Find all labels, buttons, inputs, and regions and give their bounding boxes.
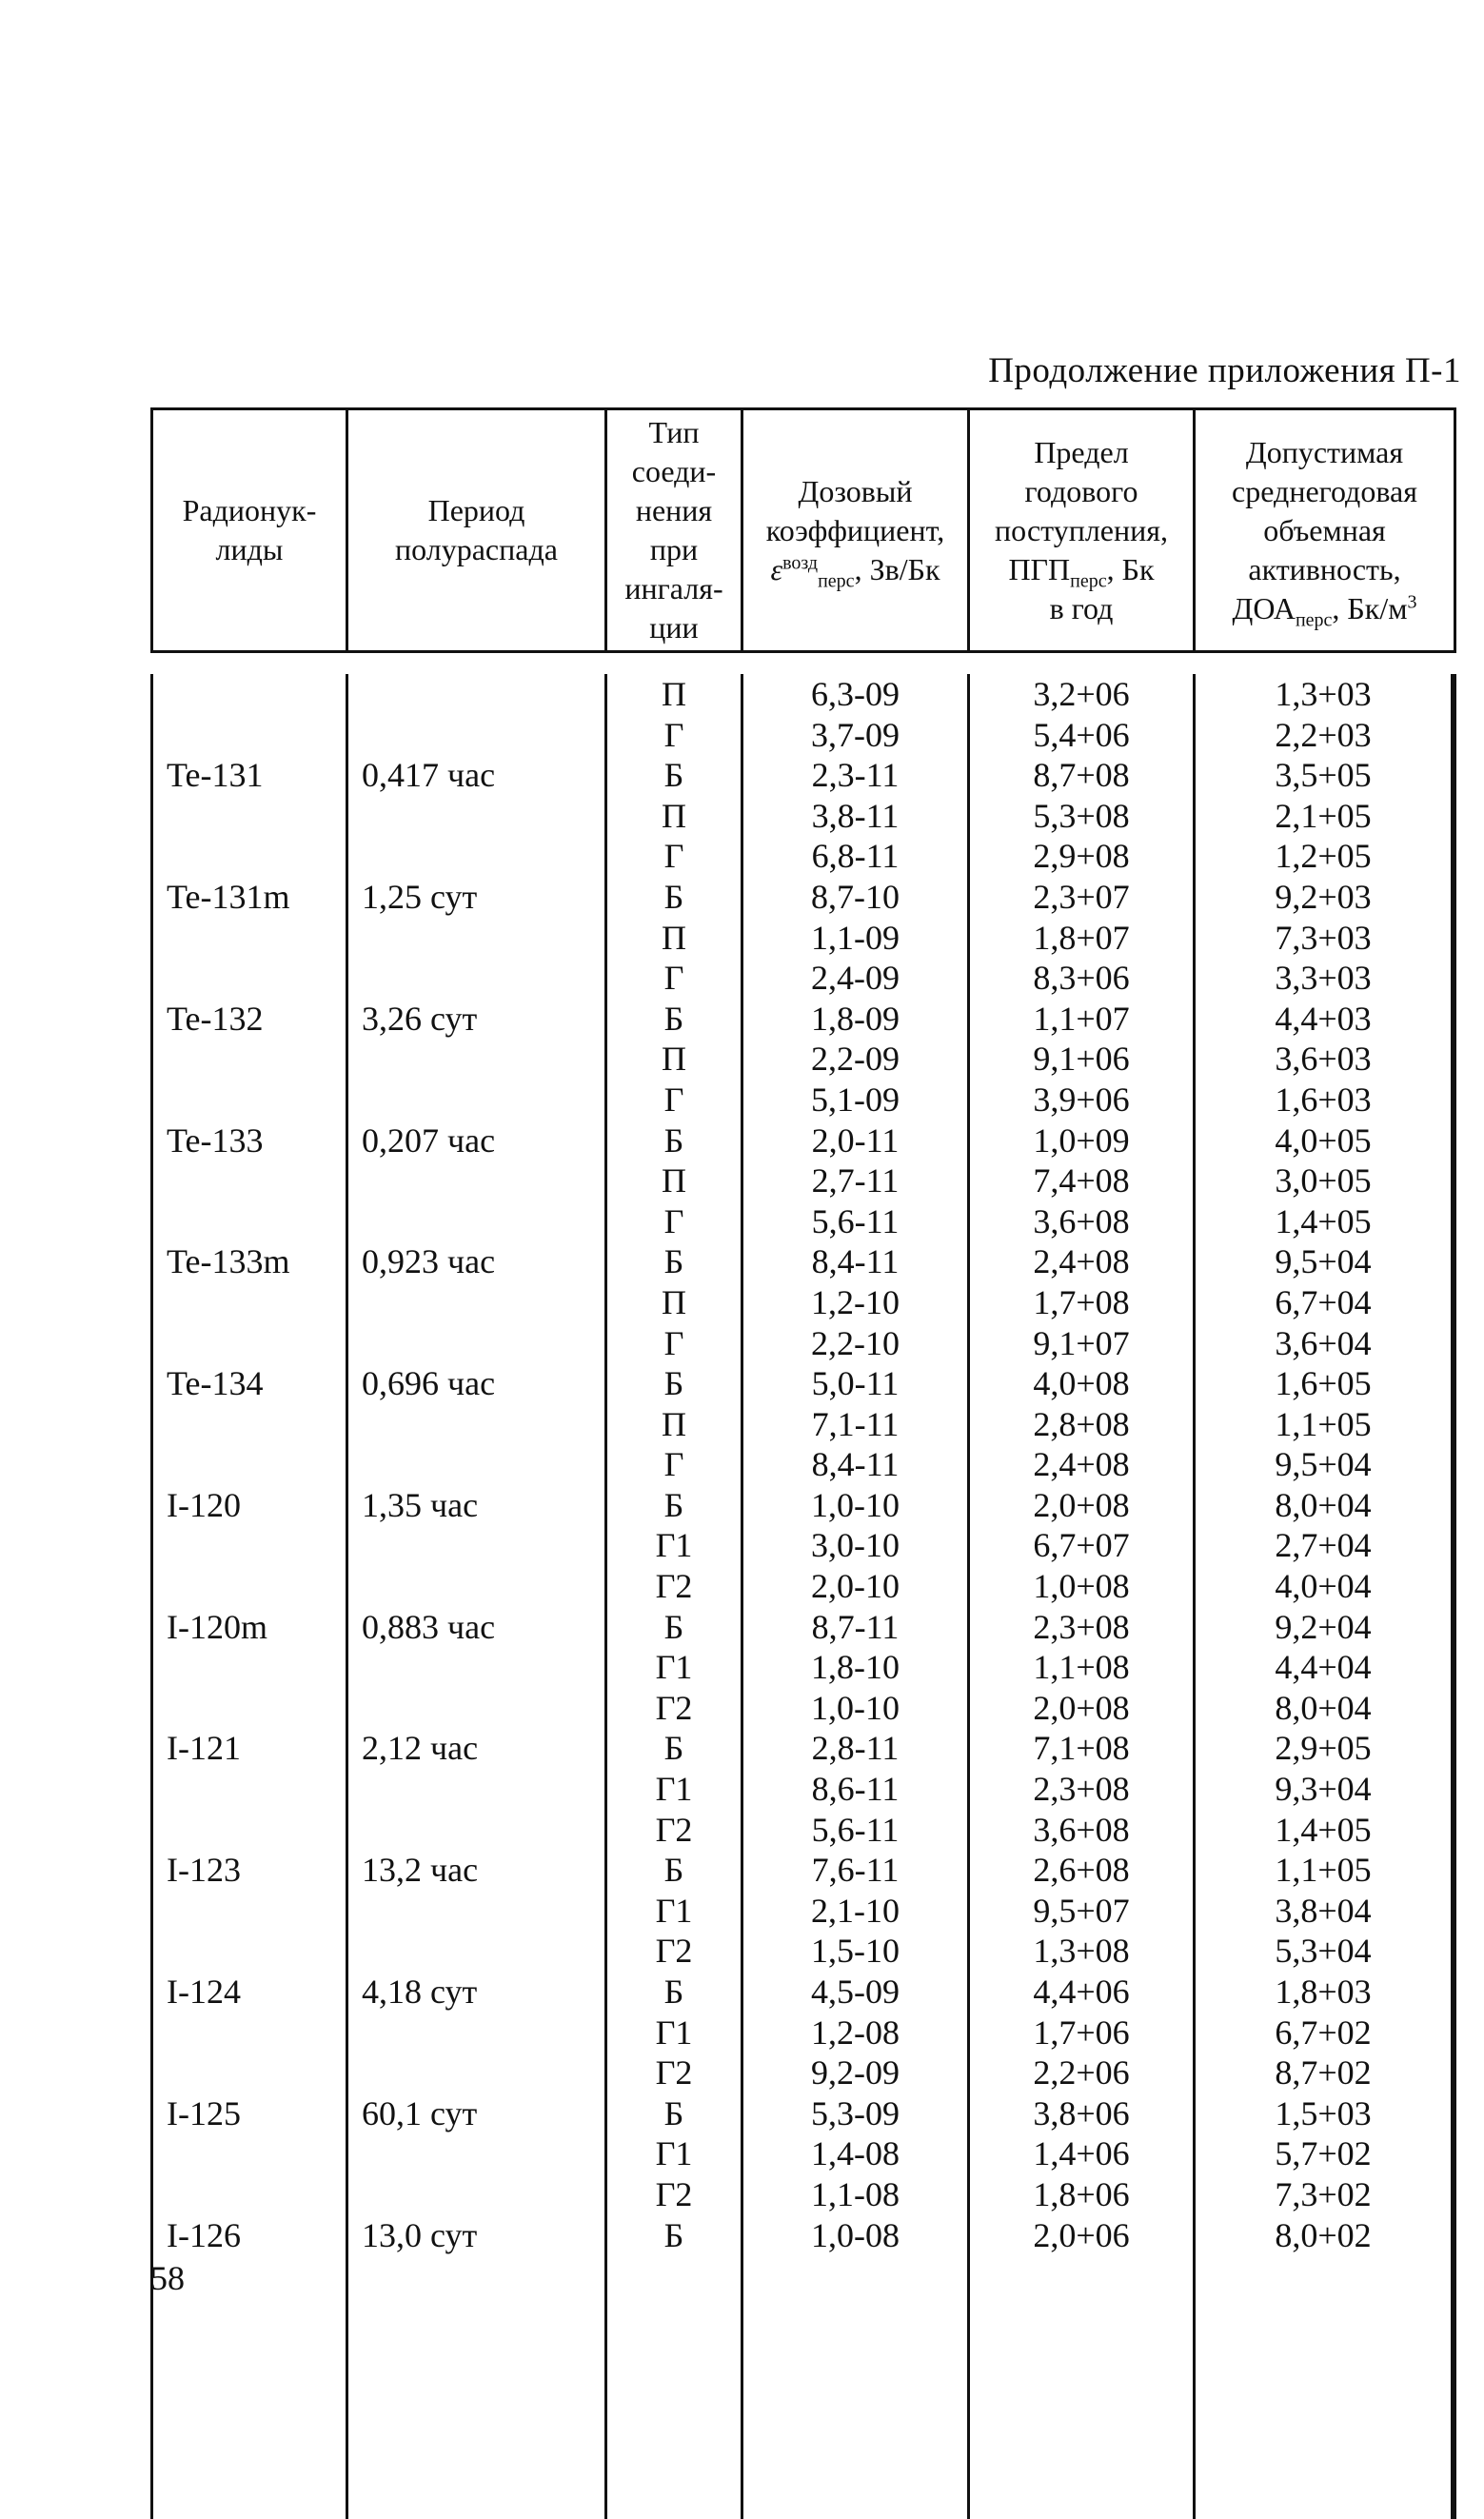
cell-dose: 1,4-08 [811,2134,900,2173]
cell-dose: 2,4-09 [811,959,900,998]
cell-doa: 9,2+03 [1275,877,1372,916]
cell-type: Г [663,1201,684,1240]
cell-limit: 1,4+06 [1033,2134,1130,2173]
cell-type: Б [663,1485,684,1524]
cell-dose: 8,4-11 [811,1445,900,1484]
cell-limit: 1,7+06 [1033,2013,1130,2052]
cell-type: Г [663,1080,684,1119]
table-body [150,653,1456,2519]
cell-doa: 1,4+05 [1275,1810,1372,1849]
cell-dose: 1,0-10 [811,1485,900,1524]
cell-type: Г2 [655,2174,693,2213]
cell-doa: 1,2+05 [1275,837,1372,876]
cell-dose: 8,6-11 [811,1770,900,1809]
cell-period: 13,2 час [362,1851,479,1890]
cell-type: Г [663,837,684,876]
cell-doa: 1,8+03 [1275,1973,1372,2011]
cell-type: Б [663,1242,684,1281]
cell-doa: 8,0+02 [1275,2215,1372,2254]
cell-type: Г2 [655,2053,693,2093]
cell-doa: 7,3+03 [1275,918,1372,957]
cell-limit: 9,1+06 [1033,1040,1130,1079]
cell-limit: 1,1+08 [1033,1648,1130,1687]
cell-dose: 2,0-11 [811,1121,900,1160]
cell-type: П [662,796,686,835]
cell-limit: 8,7+08 [1033,756,1130,795]
cell-type: П [662,1404,686,1443]
cell-dose: 1,1-09 [811,918,900,957]
cell-period: 1,35 час [362,1485,479,1524]
cell-type: Б [663,2215,684,2254]
cell-doa: 8,0+04 [1275,1485,1372,1524]
cell-limit: 2,0+06 [1033,2215,1130,2254]
header-period: Период полураспада [346,410,604,650]
cell-type: Б [663,756,684,795]
cell-limit: 1,8+06 [1033,2174,1130,2213]
cell-doa: 3,0+05 [1275,1161,1372,1200]
cell-type: П [662,1040,686,1079]
cell-dose: 5,6-11 [811,1810,900,1849]
cell-type: Г [663,715,684,754]
cell-limit: 2,3+08 [1033,1770,1130,1809]
cell-dose: 5,3-09 [811,2093,900,2132]
cell-limit: 1,7+08 [1033,1282,1130,1321]
cell-type: Г1 [655,1526,693,1565]
cell-type: Г2 [655,1567,693,1606]
cell-type: Б [663,1121,684,1160]
cell-nuclide: Te-133m [167,1242,290,1281]
cell-type: Г1 [655,2013,693,2052]
cell-limit: 1,0+09 [1033,1121,1130,1160]
cell-type: Г [663,959,684,998]
page-number: 58 [150,2259,185,2297]
cell-dose: 5,1-09 [811,1080,900,1119]
cell-doa: 1,1+05 [1275,1851,1372,1890]
cell-limit: 2,9+08 [1033,837,1130,876]
cell-dose: 1,2-10 [811,1282,900,1321]
cell-limit: 3,6+08 [1033,1810,1130,1849]
cell-nuclide: I-121 [167,1729,241,1768]
cell-nuclide: I-120m [167,1607,267,1646]
cell-period: 1,25 сут [362,877,478,916]
cell-nuclide: I-126 [167,2215,241,2254]
cell-doa: 2,1+05 [1275,796,1372,835]
cell-period: 0,883 час [362,1607,496,1646]
cell-type: Г1 [655,1891,693,1930]
cell-dose: 1,5-10 [811,1932,900,1971]
cell-dose: 2,1-10 [811,1891,900,1930]
cell-limit: 2,2+06 [1033,2053,1130,2093]
cell-type: П [662,675,686,713]
cell-limit: 4,4+06 [1033,1973,1130,2011]
column-doa [1193,674,1456,2519]
column-limit [967,674,1193,2519]
cell-doa: 1,5+03 [1275,2093,1372,2132]
cell-doa: 2,7+04 [1275,1526,1372,1565]
cell-type: Б [663,2093,684,2132]
cell-doa: 4,4+04 [1275,1648,1372,1687]
cell-limit: 7,1+08 [1033,1729,1130,1768]
cell-type: Г1 [655,2134,693,2173]
cell-limit: 7,4+08 [1033,1161,1130,1200]
header-type: Тип соеди- нения при ингаля- ции [604,410,741,650]
cell-doa: 6,7+04 [1275,1282,1372,1321]
cell-nuclide: Te-132 [167,999,264,1038]
cell-limit: 3,2+06 [1033,675,1130,713]
cell-dose: 2,3-11 [811,756,900,795]
cell-doa: 4,4+03 [1275,999,1372,1038]
cell-doa: 5,3+04 [1275,1932,1372,1971]
cell-limit: 8,3+06 [1033,959,1130,998]
cell-doa: 1,6+03 [1275,1080,1372,1119]
cell-limit: 2,0+08 [1033,1485,1130,1524]
cell-limit: 3,6+08 [1033,1201,1130,1240]
cell-dose: 5,6-11 [811,1201,900,1240]
header-annual-intake-limit: Предел годового поступления, $ПГП_{перс}$, Бк в год [967,410,1193,650]
cell-type: Г2 [655,1932,693,1971]
table-header [150,407,1456,653]
cell-limit: 2,3+07 [1033,877,1130,916]
cell-nuclide: I-120 [167,1485,241,1524]
cell-dose: 2,7-11 [811,1161,900,1200]
cell-type: Г1 [655,1648,693,1687]
cell-doa: 1,4+05 [1275,1201,1372,1240]
cell-type: Б [663,999,684,1038]
cell-type: Г [663,1445,684,1484]
cell-dose: 7,6-11 [811,1851,900,1890]
cell-dose: 3,0-10 [811,1526,900,1565]
cell-doa: 6,7+02 [1275,2013,1372,2052]
cell-type: Г [663,1323,684,1362]
column-nuclide [150,674,346,2519]
cell-nuclide: Te-134 [167,1364,264,1403]
cell-period: 0,417 час [362,756,496,795]
cell-doa: 9,2+04 [1275,1607,1372,1646]
cell-dose: 2,8-11 [811,1729,900,1768]
header-permissible-activity: Допустимая среднегодовая объемная активность, $ДОА_{перс}$, $Бк/м^3$ [1193,410,1456,650]
cell-limit: 2,4+08 [1033,1242,1130,1281]
cell-nuclide: I-123 [167,1851,241,1890]
cell-period: 0,696 час [362,1364,496,1403]
cell-doa: 2,2+03 [1275,715,1372,754]
continuation-title: Продолжение приложения П-1 [988,351,1461,390]
cell-period: 2,12 час [362,1729,479,1768]
column-period [346,674,604,2519]
cell-limit: 6,7+07 [1033,1526,1130,1565]
cell-dose: 6,8-11 [811,837,900,876]
cell-doa: 5,7+02 [1275,2134,1372,2173]
cell-limit: 4,0+08 [1033,1364,1130,1403]
cell-dose: 2,0-10 [811,1567,900,1606]
cell-doa: 3,6+03 [1275,1040,1372,1079]
cell-limit: 1,0+08 [1033,1567,1130,1606]
cell-doa: 2,9+05 [1275,1729,1372,1768]
column-type [604,674,741,2519]
cell-type: Б [663,1607,684,1646]
cell-doa: 3,5+05 [1275,756,1372,795]
cell-dose: 9,2-09 [811,2053,900,2093]
cell-doa: 3,8+04 [1275,1891,1372,1930]
cell-nuclide: Te-131m [167,877,290,916]
cell-period: 60,1 сут [362,2093,478,2132]
cell-doa: 8,0+04 [1275,1688,1372,1727]
cell-type: Б [663,877,684,916]
cell-limit: 2,0+08 [1033,1688,1130,1727]
cell-nuclide: I-124 [167,1973,241,2011]
cell-limit: 2,8+08 [1033,1404,1130,1443]
cell-dose: 5,0-11 [811,1364,900,1403]
cell-dose: 7,1-11 [811,1404,900,1443]
cell-dose: 1,2-08 [811,2013,900,2052]
cell-dose: 1,0-08 [811,2215,900,2254]
cell-doa: 4,0+04 [1275,1567,1372,1606]
cell-dose: 8,7-10 [811,877,900,916]
cell-limit: 1,1+07 [1033,999,1130,1038]
cell-doa: 7,3+02 [1275,2174,1372,2213]
cell-dose: 3,7-09 [811,715,900,754]
column-dose [741,674,967,2519]
cell-limit: 2,3+08 [1033,1607,1130,1646]
cell-dose: 2,2-09 [811,1040,900,1079]
cell-dose: 2,2-10 [811,1323,900,1362]
cell-dose: 1,1-08 [811,2174,900,2213]
cell-type: Г1 [655,1770,693,1809]
cell-type: Б [663,1851,684,1890]
cell-nuclide: I-125 [167,2093,241,2132]
cell-type: П [662,918,686,957]
cell-type: Б [663,1729,684,1768]
cell-limit: 3,9+06 [1033,1080,1130,1119]
cell-type: П [662,1161,686,1200]
cell-type: П [662,1282,686,1321]
cell-dose: 6,3-09 [811,675,900,713]
cell-doa: 9,5+04 [1275,1242,1372,1281]
cell-doa: 1,3+03 [1275,675,1372,713]
cell-doa: 8,7+02 [1275,2053,1372,2093]
cell-period: 0,207 час [362,1121,496,1160]
cell-type: Г2 [655,1810,693,1849]
cell-type: Б [663,1973,684,2011]
cell-limit: 9,1+07 [1033,1323,1130,1362]
cell-doa: 1,1+05 [1275,1404,1372,1443]
cell-limit: 1,8+07 [1033,918,1130,957]
cell-limit: 1,3+08 [1033,1932,1130,1971]
cell-nuclide: Te-133 [167,1121,264,1160]
cell-limit: 3,8+06 [1033,2093,1130,2132]
cell-period: 3,26 сут [362,999,478,1038]
cell-dose: 1,8-09 [811,999,900,1038]
cell-limit: 2,4+08 [1033,1445,1130,1484]
cell-period: 13,0 сут [362,2215,478,2254]
cell-dose: 1,0-10 [811,1688,900,1727]
cell-type: Б [663,1364,684,1403]
cell-dose: 1,8-10 [811,1648,900,1687]
cell-limit: 5,4+06 [1033,715,1130,754]
cell-type: Г2 [655,1688,693,1727]
cell-nuclide: Te-131 [167,756,264,795]
cell-dose: 4,5-09 [811,1973,900,2011]
cell-period: 4,18 сут [362,1973,478,2011]
cell-limit: 5,3+08 [1033,796,1130,835]
cell-dose: 8,4-11 [811,1242,900,1281]
cell-limit: 2,6+08 [1033,1851,1130,1890]
cell-period: 0,923 час [362,1242,496,1281]
cell-dose: 3,8-11 [811,796,900,835]
cell-doa: 9,3+04 [1275,1770,1372,1809]
cell-doa: 3,6+04 [1275,1323,1372,1362]
cell-doa: 4,0+05 [1275,1121,1372,1160]
header-nuclide: Радионук- лиды [150,410,346,650]
radionuclide-table [150,407,1456,2519]
cell-limit: 9,5+07 [1033,1891,1130,1930]
header-dose-coefficient: Дозовый коэффициент, $\varepsilon^{возд}_{перс}$, Зв/Бк [741,410,967,650]
cell-dose: 8,7-11 [811,1607,900,1646]
cell-doa: 1,6+05 [1275,1364,1372,1403]
cell-doa: 9,5+04 [1275,1445,1372,1484]
cell-doa: 3,3+03 [1275,959,1372,998]
